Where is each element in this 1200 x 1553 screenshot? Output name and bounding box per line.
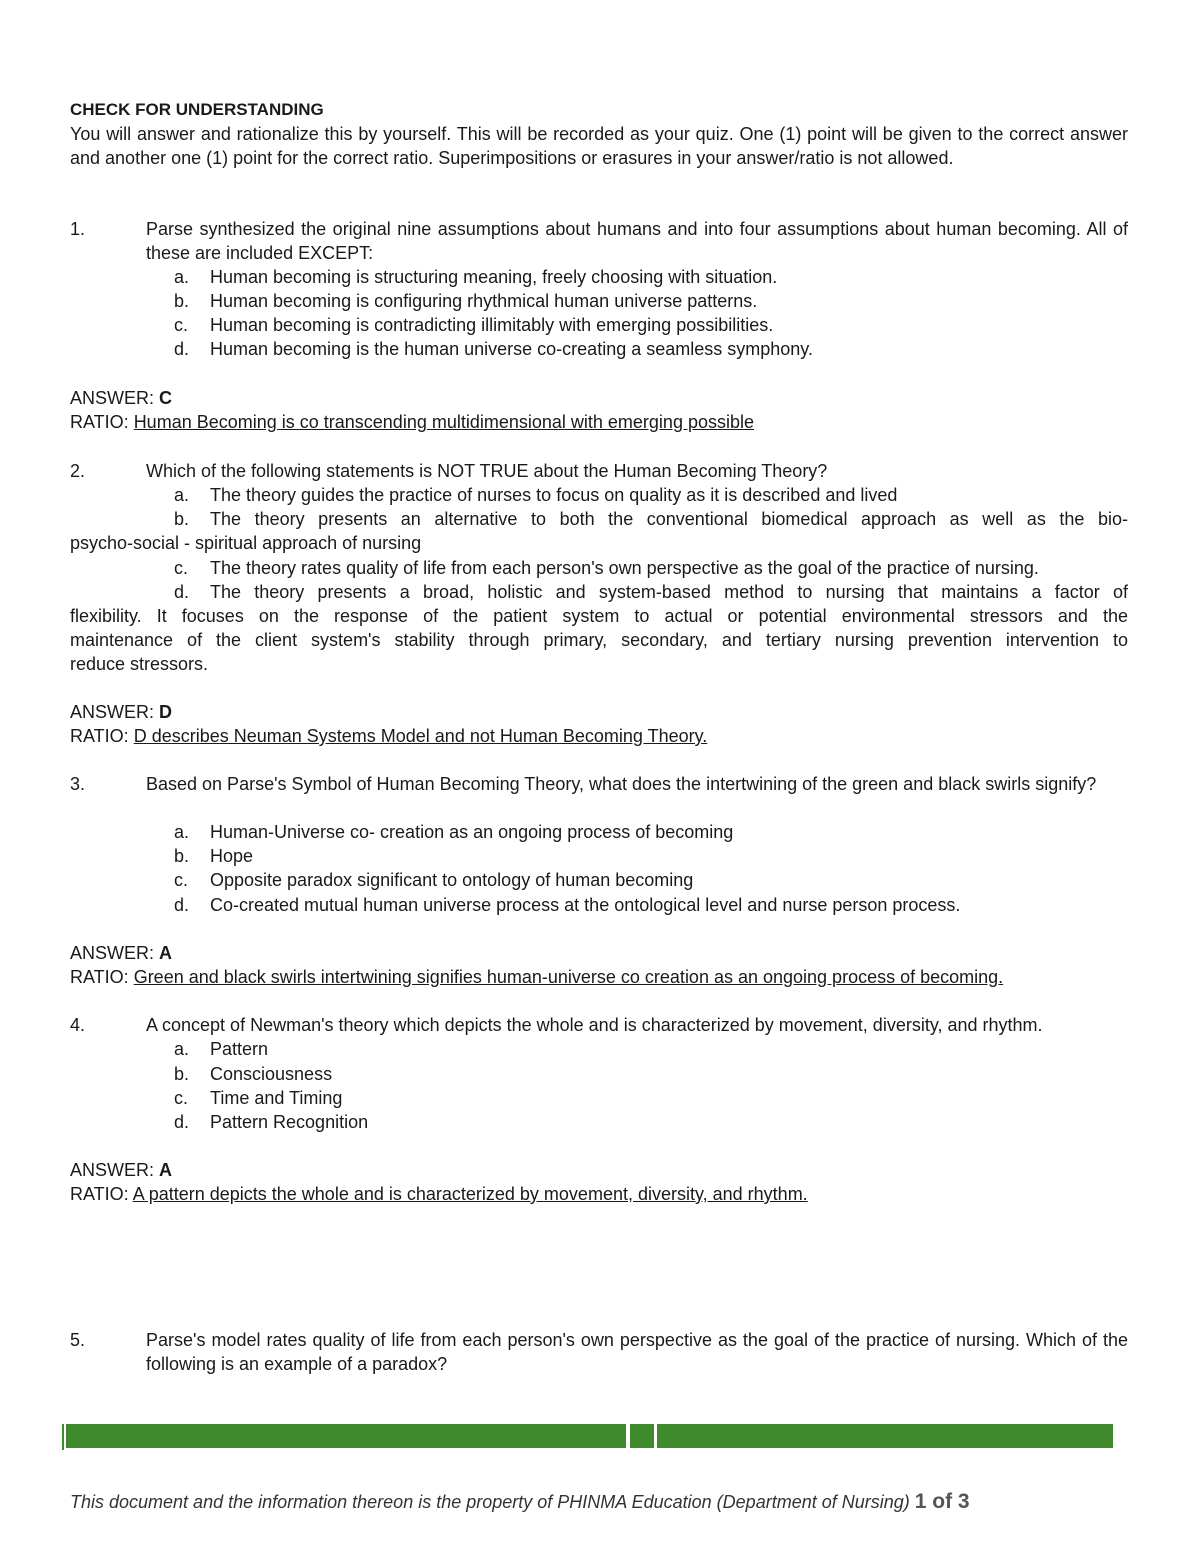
option-b: b. Hope: [174, 846, 254, 866]
bar-segment: [657, 1424, 1113, 1448]
option-d: d. The theory presents a broad, holistic and system-based method to nursing that maintains a factor of: [174, 582, 1128, 602]
option-b: b. Consciousness: [174, 1064, 333, 1084]
question-text: Parse's model rates quality of life from each person's own perspective as the goal of the practice of nursing. Which of the following is an example of a paradox?: [146, 1330, 1128, 1374]
answer-value: A: [159, 1160, 173, 1180]
answer-value: D: [159, 702, 173, 722]
answer-line: ANSWER: A: [70, 1160, 173, 1180]
question-number: 3.: [70, 774, 86, 794]
ratio-value: D describes Neuman Systems Model and not Human Becoming Theory.: [133, 726, 708, 746]
option-d-cont: maintenance of the client system's stability through primary, secondary, and tertiary nursing prevention intervention to: [70, 630, 1128, 650]
option-c: c. Human becoming is contradicting illimitably with emerging possibilities.: [174, 315, 774, 335]
answer-line: ANSWER: D: [70, 702, 173, 722]
ratio-value: Human Becoming is co transcending multidimensional with emerging possible: [133, 412, 754, 432]
ratio-line: RATIO: Green and black swirls intertwining signifies human-universe co creation as an ongoing process of becoming.: [70, 967, 1004, 987]
option-d-cont: reduce stressors.: [70, 654, 209, 674]
option-b: b. The theory presents an alternative to both the conventional biomedical approach as well as the bio-: [174, 509, 1128, 529]
option-a: a. Human-Universe co- creation as an ongoing process of becoming: [174, 822, 734, 842]
instructions-paragraph: You will answer and rationalize this by yourself. This will be recorded as your quiz. One (1) point will be given to the correct answer and another one (1) point for the correct ratio. Superimpositions or erasures in your answer/ratio is not allowed.: [70, 124, 1128, 168]
answer-line: ANSWER: A: [70, 943, 173, 963]
ratio-line: RATIO: D describes Neuman Systems Model and not Human Becoming Theory.: [70, 726, 708, 746]
option-a: a. The theory guides the practice of nurses to focus on quality as it is described and lived: [174, 485, 898, 505]
option-d: d. Pattern Recognition: [174, 1112, 369, 1132]
option-d-cont: flexibility. It focuses on the response of the patient system to actual or potential environmental stressors and the: [70, 606, 1128, 626]
option-b-cont: psycho-social - spiritual approach of nursing: [70, 533, 422, 553]
answer-value: A: [159, 943, 173, 963]
ratio-line: RATIO: Human Becoming is co transcending multidimensional with emerging possible: [70, 412, 754, 432]
bar-edge: [62, 1424, 64, 1450]
question-number: 5.: [70, 1330, 86, 1350]
ratio-value: Green and black swirls intertwining signifies human-universe co creation as an ongoing process of becoming.: [133, 967, 1004, 987]
answer-line: ANSWER: C: [70, 388, 173, 408]
ratio-line: RATIO: A pattern depicts the whole and is characterized by movement, diversity, and rhythm.: [70, 1184, 808, 1204]
bar-segment: [630, 1424, 654, 1448]
option-a: a. Pattern: [174, 1039, 269, 1059]
question-text: A concept of Newman's theory which depicts the whole and is characterized by movement, diversity, and rhythm.: [146, 1015, 1043, 1035]
question-number: 2.: [70, 461, 86, 481]
footer-text: This document and the information thereon is the property of PHINMA Education (Department of Nursing) 1 of 3: [70, 1490, 970, 1513]
question-number: 4.: [70, 1015, 86, 1035]
answer-value: C: [159, 388, 173, 408]
section-heading: CHECK FOR UNDERSTANDING: [70, 100, 324, 119]
option-a: a. Human becoming is structuring meaning, freely choosing with situation.: [174, 267, 778, 287]
question-number: 1.: [70, 219, 86, 239]
bar-segment: [66, 1424, 626, 1448]
question-text: Which of the following statements is NOT TRUE about the Human Becoming Theory?: [146, 461, 828, 481]
option-c: c. Time and Timing: [174, 1088, 343, 1108]
option-c: c. The theory rates quality of life from each person's own perspective as the goal of the practice of nursing.: [174, 558, 1039, 578]
question-text: Parse synthesized the original nine assumptions about humans and into four assumptions about human becoming. All of these are included EXCEPT:: [146, 219, 1128, 263]
option-b: b. Human becoming is configuring rhythmical human universe patterns.: [174, 291, 758, 311]
option-c: c. Opposite paradox significant to ontology of human becoming: [174, 870, 694, 890]
ratio-value: A pattern depicts the whole and is characterized by movement, diversity, and rhythm.: [132, 1184, 808, 1204]
page-number: 1 of 3: [914, 1490, 970, 1513]
option-d: d. Human becoming is the human universe co-creating a seamless symphony.: [174, 339, 813, 359]
question-text: Based on Parse's Symbol of Human Becoming Theory, what does the intertwining of the green and black swirls signify?: [146, 774, 1097, 794]
option-d: d. Co-created mutual human universe process at the ontological level and nurse person process.: [174, 895, 961, 915]
